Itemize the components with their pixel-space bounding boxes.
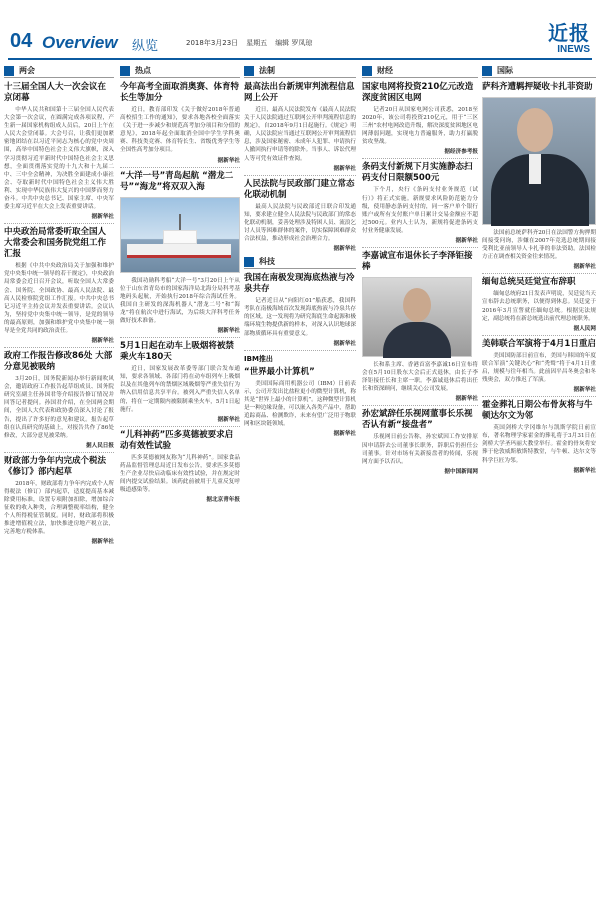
- ship-hull: [127, 244, 231, 258]
- article-source: 据北京青年报: [206, 497, 240, 504]
- article-source: 据新华社: [333, 246, 356, 253]
- article: [244, 179, 356, 252]
- article-source: 据新华社: [455, 238, 478, 245]
- article-headline[interactable]: “大洋一号”青岛起航 “潜龙二号”“海龙”将双双入海: [120, 170, 234, 192]
- category-marker-icon: [244, 66, 254, 76]
- article-body: 最高人民法院与民政部近日联合印发通知，要求建立健全人民法院与民政部门的常态化联动机制，妥善处理涉及特困人员、流浪乞讨人员等困难群体的案件，切实保障困难群众合法权益，推动形成社会治理合力。: [244, 203, 356, 243]
- divider: [482, 396, 596, 397]
- article-body: 缅甸总统府21日发表声明说，吴廷觉当天宣布辞去总统职务，以便得到休息。吴廷觉于2016年3月宣誓就任缅甸总统。根据宪法规定，副总统将在新总统选出前代理总统职务。: [482, 291, 596, 322]
- article: [4, 456, 114, 546]
- divider: [120, 167, 240, 168]
- research-ship-photo: [120, 197, 240, 273]
- article-body: 记者20日从国家电网公司获悉，2018至2020年，该公司将投资210亿元，用于“三区三州”农村电网改造升级，解决深度贫困地区电网薄弱问题，实现电力普遍服务，助力打赢脱贫攻坚战。: [362, 107, 478, 146]
- logo-text-en: INEWS: [557, 44, 590, 55]
- article-source: 据新华社: [333, 340, 356, 347]
- article: [244, 354, 356, 438]
- article-headline[interactable]: 萨科齐遭羁押疑收卡扎菲资助: [482, 82, 593, 92]
- article: [4, 82, 114, 220]
- article-body: 3月20日，国务院新闻办举行新闻吹风会，邀请政府工作报告起草组成员、国务院研究室副主任孙国君等介绍报告修订情况并回答记者提问。孙国君介绍，在全国两会期间，全国人大代表和政协委员深入讨论了报告，提出了许多好的意见和建议。报告起草组在认真研究的基础上，对报告共作了86处修改，大部分意见被采纳。: [4, 376, 114, 439]
- article-body: 美国国际商用机器公司（IBM）日前表示，公司开发出比盐粒更小的微型计算机，称其是“世界上最小的计算机”。这种微型计算机是一种边缘设备，可以嵌入各类产品中，帮助追踪商品、检测欺诈，未来有望广泛用于物联网和区块链领域。: [244, 380, 356, 428]
- ship-bridge: [163, 230, 197, 244]
- article: [120, 171, 240, 335]
- article-source: 据新华社: [333, 165, 356, 172]
- ship-mast: [179, 214, 181, 230]
- article-source: 据人民日报: [86, 442, 114, 449]
- article-headline[interactable]: 今年高考全面取消奥赛、体育特长生等加分: [120, 82, 240, 103]
- article-body: 我国功勋科考船“大洋一号”3月20日上午从位于山东省青岛市的国家海洋局北海分局科考基地码头起航，开始执行2018年综合海试任务。我国自主研发的深海机器人“潜龙二号”和“海龙”将在航次中进行海试，为后续大洋科考任务做好技术准备。: [120, 277, 240, 325]
- article: [120, 82, 240, 164]
- divider: [4, 452, 114, 453]
- article: [482, 400, 596, 473]
- article-source: 据新华社: [455, 396, 478, 403]
- article-headline[interactable]: 最高法出台新规审判流程信息网上公开: [244, 82, 355, 103]
- article: [4, 227, 114, 344]
- article-headline[interactable]: 李嘉诚宣布退休长子李泽钜接棒: [362, 251, 473, 273]
- divider: [120, 337, 240, 338]
- article: [244, 82, 356, 172]
- article-body: 记者近日从“向阳红01”船获悉，我国科考队在南极海域首次发现海底热液与冷泉共存的区域。这一发现将为研究海底生命起源和极端环境生物提供新的样本，对深入认识地球深部物质循环具有重要意义。: [244, 298, 356, 337]
- masthead-logo: [534, 22, 590, 60]
- portrait-suit: [383, 322, 451, 358]
- article: [4, 351, 114, 449]
- issue-meta: [186, 38, 312, 48]
- article-source: 据新华社: [217, 328, 240, 335]
- column-caijing: [362, 62, 478, 912]
- article-headline[interactable]: 霍金葬礼日期公布骨灰将与牛顿达尔文为邻: [482, 400, 593, 422]
- divider: [244, 350, 356, 351]
- article: [482, 339, 596, 393]
- divider: [482, 273, 596, 274]
- column-guoji: [482, 62, 596, 912]
- article-headline[interactable]: 美韩联合军演将于4月1日重启: [482, 338, 596, 349]
- divider: [4, 223, 114, 224]
- article: [362, 162, 478, 244]
- issue-date: 2018年3月23日: [186, 39, 239, 47]
- category-header: 两会: [4, 64, 114, 78]
- section-title-en: Overview: [42, 33, 118, 52]
- article-headline[interactable]: 中央政治局常委听取全国人大常委会和国务院党组工作汇报: [4, 227, 107, 260]
- category-marker-icon: [362, 66, 372, 76]
- article-body: 法国前总统萨科齐20日在法国警方拘押期间接受问询，涉嫌在2007年竞选总统期间接受利比亚前领导人卡扎菲的非法资助。法国检方正在调查相关资金往来情况。: [482, 230, 596, 261]
- article-body: 2018年，财政部将力争年内完成个人所得税法（修订）部内起草，适度提高基本减除费用标准，设置专项附加扣除，增加综合征收的收入种类，合理调整税率结构，健全个人所得税征管制度。同时，财政部将积极推进增值税立法，加快推进房地产税立法，完善地方税体系。: [4, 480, 114, 536]
- issue-editor: 编辑 罗凤琼: [275, 39, 313, 47]
- article-body: 长和系主席、香港首富李嘉诚16日宣布将会在5月10日股东大会后正式退休，由长子李泽钜接任长和主席一职。李嘉诚退休后将出任长和资深顾问，继续关心公司发展。: [362, 362, 478, 393]
- category-marker-icon: [4, 66, 14, 76]
- category-marker-icon: [244, 257, 254, 267]
- article-body: 中华人民共和国第十三届全国人民代表大会第一次会议，在圆满完成各项议程，产生新一届国家机构组成人员后，20日上午在人民大会堂闭幕。大会号召，让我们更加紧密地团结在以习近平同志为核心的党中央周围，高举中国特色社会主义伟大旗帜，深入学习贯彻习近平新时代中国特色社会主义思想，全面贯彻落实党的十九大和十九届二中、三中全会精神，为决胜全面建成小康社会、夺取新时代中国特色社会主义伟大胜利、实现中华民族伟大复兴的中国梦而努力奋斗。中共中央总书记、国家主席、中央军委主席习近平在大会上发表重要讲话。: [4, 107, 114, 211]
- article-body: 匹多莫德被网友称为“儿科神药”。国家食品药品监督管理总局近日发布公告，要求匹多莫德生产企业尽快启动临床有效性试验，并在规定时间内提交试验结果。该药此前被用于儿童反复呼吸道感染等。: [120, 454, 240, 494]
- article: [120, 341, 240, 423]
- article-source: 据新华社: [217, 157, 240, 164]
- article-headline[interactable]: 十三届全国人大一次会议在京闭幕: [4, 82, 107, 103]
- divider: [362, 405, 478, 406]
- article-source: 据新华社: [91, 539, 114, 546]
- article-body: 英国剑桥大学冈维尔与凯斯学院日前宣布，著名物理学家霍金的葬礼将于3月31日在剑桥大学圣玛丽大教堂举行。霍金的骨灰将安葬于伦敦威斯敏斯特教堂，与牛顿、达尔文等科学巨匠为邻。: [482, 425, 596, 464]
- article-kicker: IBM推出: [244, 354, 273, 363]
- article-source: 据新华社: [333, 431, 356, 438]
- issue-weekday: 星期五: [246, 39, 268, 47]
- divider: [362, 247, 478, 248]
- article-source: 据新华社: [91, 214, 114, 221]
- article-headline[interactable]: 缅甸总统吴廷觉宣布辞职: [482, 277, 576, 288]
- article-source: 据中国新闻网: [444, 468, 478, 475]
- divider: [362, 158, 478, 159]
- article-headline[interactable]: 国家电网将投资210亿元改造深度贫困区电网: [362, 82, 474, 103]
- divider: [482, 335, 596, 336]
- page-number: 04: [10, 30, 33, 52]
- category-header: 财经: [362, 64, 478, 78]
- article-source: 据新华社: [91, 338, 114, 345]
- article-headline[interactable]: 财政部力争年内完成个税法《修订》部内起草: [4, 455, 107, 477]
- column-redian: [120, 62, 240, 912]
- article-source: 据新华社: [573, 467, 596, 474]
- article-source: 据新华社: [573, 264, 596, 271]
- portrait-head: [517, 108, 553, 152]
- article-source: 据经济参考报: [444, 149, 478, 156]
- article: [362, 409, 478, 474]
- logo-text-cn: 近报: [548, 21, 590, 45]
- header-rule: [8, 58, 592, 60]
- article: [362, 82, 478, 155]
- article-headline[interactable]: “世界最小计算机”: [244, 366, 315, 377]
- article-body: 近日，教育部印发《关于做好2018年普通高校招生工作的通知》，要求各地各校全面落实《关于进一步减少和规范高考加分项目和分值的意见》，2018年起全面取消全国中学生学科奥赛、科技类竞赛、体育特长生、省级优秀学生等全国性高考加分项目。: [120, 107, 240, 154]
- category-marker-icon: [482, 66, 492, 76]
- article-body: 近日，最高人民法院发布《最高人民法院关于人民法院通过互联网公开审判流程信息的规定》，自2018年9月1日起施行。《规定》明确，人民法院应当通过互联网公开审判流程信息，涉及国家秘密、未成年人犯罪、申请执行人撤回执行申请等的除外。当事人、诉讼代理人等可凭有效证件查阅。: [244, 107, 356, 162]
- article-source: 据人民网: [573, 325, 596, 332]
- section-title-cn: 纵览: [132, 39, 159, 54]
- article-headline[interactable]: 政府工作报告修改86处 大部分意见被吸纳: [4, 351, 113, 373]
- article-headline[interactable]: “儿科神药”匹多莫德被要求启动有效性试验: [120, 429, 234, 451]
- category-header: 热点: [120, 64, 240, 78]
- article-body: 下个月，央行《条码支付业务规范（试行）》将正式实施。新规要求风险防范能力分级，使用静态条码支付的，同一客户单个银行账户或所有支付账户单日累计交易金额应不超过500元。业内人士认为，新规将促进条码支付业务健康发展。: [362, 187, 478, 234]
- article-headline[interactable]: 5月1日起在动车上吸烟将被禁乘火车180天: [120, 341, 234, 363]
- article-headline[interactable]: 人民法院与民政部门建立常态化联动机制: [244, 178, 355, 200]
- column-fazhi: [244, 62, 356, 912]
- article-headline[interactable]: 条码支付新规下月实施静态扫码支付日限额500元: [362, 162, 473, 184]
- article: [482, 277, 596, 331]
- article-headline[interactable]: 孙宏斌辞任乐视网董事长乐视否认有新“接盘者”: [362, 409, 473, 431]
- divider: [120, 426, 240, 427]
- article: [120, 430, 240, 503]
- category-marker-icon: [120, 66, 130, 76]
- article-body: 美国国防部日前宣布，美国与韩国的年度联合军演“关键决心”和“秃鹫”将于4月1日重启，规模与往年相当。此前因平昌冬奥会和冬残奥会，双方推迟了军演。: [482, 352, 596, 384]
- li-ka-shing-photo: [362, 277, 472, 357]
- divider: [244, 175, 356, 176]
- portrait-head: [403, 288, 431, 322]
- article: [244, 273, 356, 346]
- divider: [4, 347, 114, 348]
- article-headline[interactable]: 我国在南极发现海底热液与冷泉共存: [244, 273, 355, 295]
- column-lianghui: [4, 62, 114, 912]
- category-header: 科技: [244, 255, 356, 269]
- category-header: 法制: [244, 64, 356, 78]
- portrait-shirt: [529, 154, 541, 184]
- article-body: 近日，国家发展改革委等部门联合发布通知，要求各领域、各部门将在动车组列车上吸烟以及在其他列车的禁烟区域吸烟等严重失信行为纳入信用信息共享平台。被列入严重失信人名单的，将在一定期限内被限制乘坐火车，5月1日起施行。: [120, 366, 240, 413]
- sarkozy-photo: [482, 97, 596, 225]
- category-header: 国际: [482, 64, 596, 78]
- article: [362, 251, 478, 402]
- article-body: 根据《中共中央政治局关于加强和维护党中央集中统一领导的若干规定》，中央政治局常委会近日召开会议，听取全国人大常委会、国务院、全国政协、最高人民法院、最高人民检察院党组工作汇报。中共中央总书记习近平主持会议并发表重要讲话。会议认为，坚持党中央集中统一领导，是党的领导的最高原则，加强和维护党中央集中统一领导是全党共同的政治责任。: [4, 263, 114, 334]
- article-source: 据新华社: [217, 416, 240, 423]
- article-source: 据新华社: [573, 387, 596, 394]
- article-body: 乐视网日前公告称，孙宏斌因工作安排原因申请辞去公司董事长职务，辞职后仍担任公司董事。针对市场有关新接盘者的传闻，乐视网方面予以否认。: [362, 434, 478, 465]
- article: [482, 82, 596, 270]
- page-header: [0, 0, 600, 62]
